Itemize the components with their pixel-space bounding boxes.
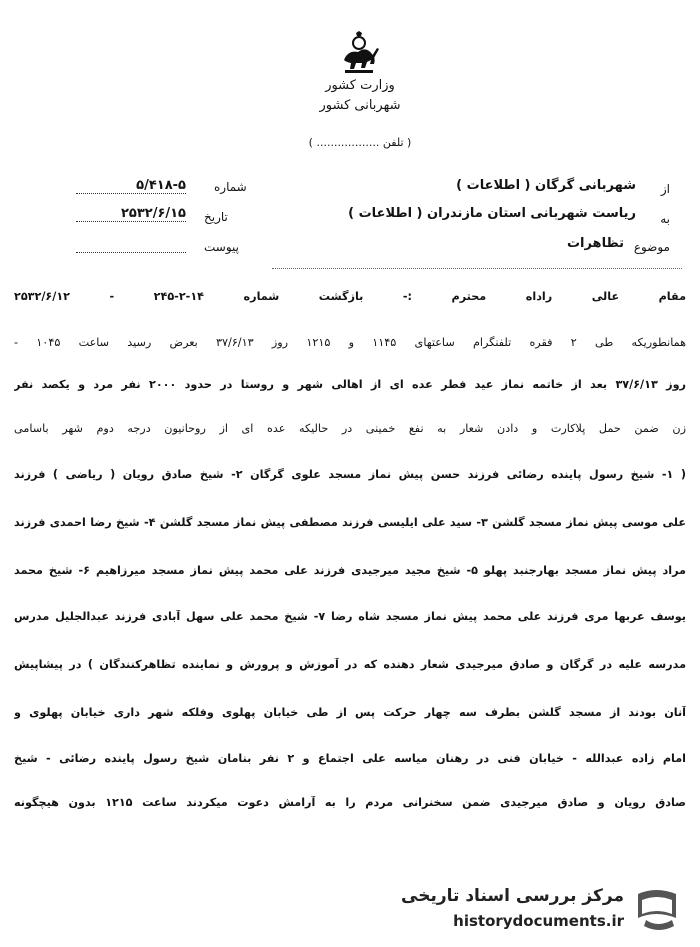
body-line: صادق رویان و صادق میرجیدی ضمن سخنرانی مردم را به آرامش دعوت میکردند ساعت ۱۲۱۵ بدون هیچگونه [14, 796, 686, 809]
body-line: امام زاده عبدالله - خیابان فنی در رهنان میاسه علی اجتماع و ۲ نفر بنامان شیخ رسول پاینده رضائی - شیخ [14, 752, 686, 765]
header-divider [272, 268, 682, 269]
body-line: یوسف عربها مری فرزند علی محمد پیش نماز مسجد شاه رضا ۷- شیخ محمد علی سهل آبادی فرزند عبدالجلیل مدرس [14, 610, 686, 623]
subject-label: موضوع [633, 240, 670, 254]
date-value: ۲۵۳۲/۶/۱۵ [76, 206, 186, 222]
body-line: مقام عالی راداه محترم :- بازگشت شماره ۱۴-۲-۲۴۵ - ۲۵۳۲/۶/۱۲ [14, 290, 686, 303]
ministry-name: وزارت کشور [325, 78, 395, 93]
body-line: علی موسی پیش نماز مسجد گلشن ۳- سید علی ایلیسی فرزند مصطفی پیش نماز مسجد گلشن ۴- شیخ رضا احمدی فرزند [14, 516, 686, 529]
body-line: همانطوریکه طی ۲ فقره تلفنگرام ساعتهای ۱۱۴۵ و ۱۲۱۵ روز ۳۷/۶/۱۳ بعرض رسید ساعت ۱۰۴۵ - [14, 336, 686, 349]
phone-line: ( تلفن .................. ) [308, 136, 412, 149]
body-line: ( ۱- شیخ رسول پاینده رضائی فرزند حسن پیش نماز مسجد علوی گرگان ۲- شیخ صادق رویان ( ریاضی ) فرزند [14, 468, 686, 481]
body-line: آنان بودند از مسجد گلشن بطرف سه چهار حرکت پس از طی خیابان پهلوی وفلکه شهر داری خیابان پهلوی و [14, 706, 686, 719]
number-value: ۵/۴۱۸-۵ [76, 178, 186, 194]
watermark-url: historydocuments.ir [453, 912, 624, 930]
subject-value: تظاهرات [566, 236, 624, 251]
body-line: مدرسه علیه در گرگان و صادق میرجیدی شعار دهنده که در آموزش و پرورش و نماینده تظاهرکنندگان ) در پیشاپیش [14, 658, 686, 671]
date-label: تاریخ [204, 210, 228, 224]
from-label: از [660, 182, 670, 196]
body-line: زن ضمن حمل پلاکارت و دادن شعار به نفع خمینی در حالیکه عده ای از روحانیون درجه دوم شهر باسامی [14, 422, 686, 435]
to-value: ریاست شهربانی استان مازندران ( اطلاعات ) [348, 206, 636, 221]
to-label: به [660, 212, 670, 226]
body-line: مراد پیش نماز مسجد بهارجنبد پهلو ۵- شیخ مجید میرجیدی فرزند علی محمد پیش نماز مسجد میرزاهیم ۶- شیخ محمد [14, 564, 686, 577]
lion-and-sun-emblem-icon [336, 30, 382, 76]
archive-watermark [400, 882, 690, 938]
department-name: شهربانی کشور [319, 98, 401, 113]
archive-logo-icon [632, 886, 682, 932]
number-label: شماره [214, 180, 247, 194]
watermark-title: مرکز بررسی اسناد تاریخی [401, 886, 624, 906]
from-value: شهربانی گرگان ( اطلاعات ) [456, 178, 636, 193]
body-line: روز ۳۷/۶/۱۳ بعد از خاتمه نماز عید فطر عده ای از اهالی شهر و روستا در حدود ۲۰۰۰ نفر مرد و یکصد نفر [14, 378, 686, 391]
attachment-blank [76, 252, 186, 253]
attachment-label: پیوست [204, 240, 239, 254]
